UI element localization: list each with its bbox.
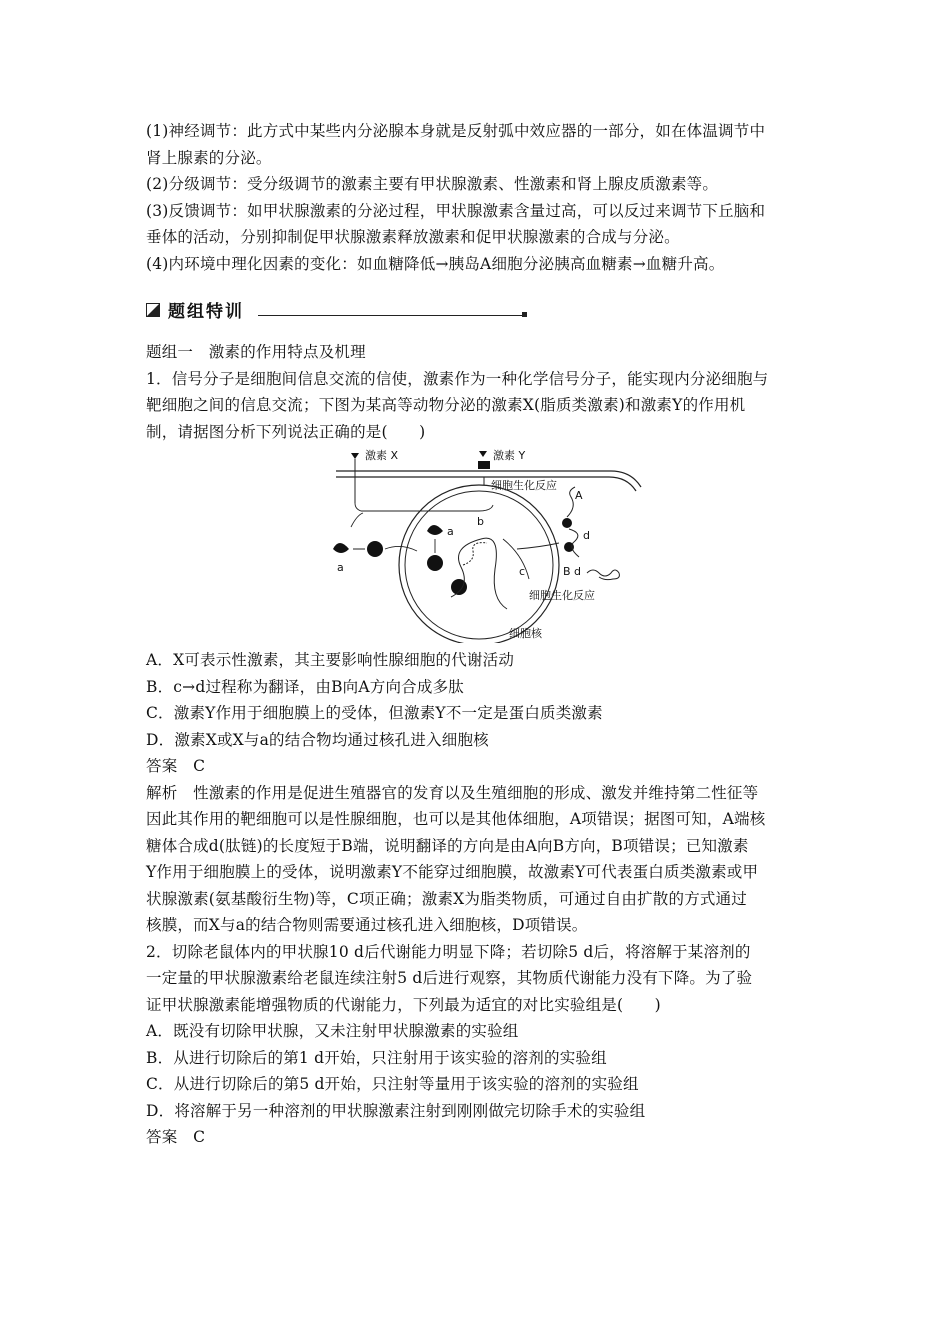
nuclear-complex-icon [427, 555, 443, 571]
peptide-a [567, 487, 575, 517]
mechanism-diagram [331, 447, 671, 643]
answer-option: A．既没有切除甲状腺，又未注射甲状腺激素的实验组 [146, 1022, 519, 1040]
section-title: 题组特训 [168, 302, 244, 322]
hormone-mechanism-figure [146, 447, 816, 643]
heading-rule-end [522, 312, 527, 317]
answer-option: C．激素Y作用于细胞膜上的受体，但激素Y不一定是蛋白质类激素 [146, 704, 603, 722]
intro-section [146, 118, 816, 277]
analysis-line: 核膜，而X与a的结合物则需要通过核孔进入细胞核，D项错误。 [146, 916, 588, 934]
label-a-1: a [337, 561, 344, 574]
answer-option: C．从进行切除后的第5 d开始，只注射等量用于该实验的溶剂的实验组 [146, 1075, 639, 1093]
intro-line: 垂体的活动，分别抑制促甲状腺激素释放激素和促甲状腺激素的合成与分泌。 [146, 228, 680, 246]
nucleus-label: 细胞核 [509, 627, 542, 640]
question-stem: 证甲状腺激素能增强物质的代谢能力，下列最为适宜的对比实验组是( ) [146, 995, 661, 1014]
intro-line: (4)内环境中理化因素的变化：如血糖降低→胰岛A细胞分泌胰高血糖素→血糖升高。 [146, 254, 725, 273]
reaction-top-label: 细胞生化反应 [491, 479, 557, 492]
analysis-line: 状腺激素(氨基酸衍生物)等，C项正确；激素X为脂类物质，可通过自由扩散的方式通过 [146, 889, 747, 908]
dna-strand [451, 538, 507, 609]
hormone-x-icon [351, 453, 359, 459]
label-Bd: B d [563, 565, 582, 578]
triangle-mark-icon [146, 303, 160, 317]
cell-membrane-inner [336, 477, 636, 491]
hormone-y-label: 激素 Y [493, 449, 526, 462]
complex-icon [367, 541, 383, 557]
to-receptor-arrow [351, 513, 363, 527]
question-stem: 靶细胞之间的信息交流；下图为某高等动物分泌的激素X(脂质类激素)和激素Y的作用机 [146, 396, 746, 414]
mrna-strand [463, 543, 487, 565]
answer-option: D．将溶解于另一种溶剂的甲状腺激素注射到刚刚做完切除手术的实验组 [146, 1101, 646, 1120]
answer-option: A．X可表示性激素，其主要影响性腺细胞的代谢活动 [146, 651, 515, 669]
section-heading [146, 295, 816, 325]
heading-rule [258, 315, 522, 316]
cell-membrane-outer [336, 471, 641, 487]
receptor-y-icon [478, 461, 490, 469]
label-d: d [583, 529, 590, 542]
receptor-a-nuclear-icon [427, 525, 443, 535]
to-ribosome-arrow [517, 543, 559, 549]
label-b: b [477, 515, 484, 528]
analysis-line: 糖体合成d(肽链)的长度短于B端，说明翻译的方向是由A向B方向，B项错误；已知激素 [146, 836, 749, 855]
label-A: A [575, 489, 583, 502]
ribosome-a-icon [562, 518, 572, 528]
question-2 [146, 939, 816, 1151]
intro-line: (2)分级调节：受分级调节的激素主要有甲状腺激素、性激素和肾上腺皮质激素等。 [146, 175, 719, 193]
nucleus-inner [405, 491, 553, 639]
intro-line: (3)反馈调节：如甲状腺激素的分泌过程，甲状腺激素含量过高，可以反过来调节下丘脑和 [146, 201, 766, 220]
answer-key: 答案 C [146, 757, 206, 775]
intro-line: (1)神经调节：此方式中某些内分泌腺本身就是反射弧中效应器的一部分，如在体温调节中 [146, 122, 766, 140]
hormone-x-label: 激素 X [365, 449, 399, 462]
mrna-export [503, 539, 529, 579]
label-c: c [519, 565, 526, 578]
answer-key: 答案 C [146, 1128, 206, 1146]
answer-option: B．c→d过程称为翻译，由B向A方向合成多肽 [146, 677, 464, 696]
folded-peptide [587, 570, 619, 580]
question-stem: 1．信号分子是细胞间信息交流的信使，激素作为一种化学信号分子，能实现内分泌细胞与 [146, 369, 769, 388]
question-stem: 制，请据图分析下列说法正确的是( ) [146, 422, 426, 441]
question-1 [146, 366, 816, 939]
answer-option: B．从进行切除后的第1 d开始，只注射用于该实验的溶剂的实验组 [146, 1048, 607, 1067]
question-stem: 2．切除老鼠体内的甲状腺10 d后代谢能力明显下降；若切除5 d后，将溶解于某溶剂的 [146, 942, 751, 961]
receptor-a-icon [333, 543, 349, 553]
group-title: 题组一 激素的作用特点及机理 [146, 343, 366, 361]
analysis-line: 因此其作用的靶细胞可以是性腺细胞，也可以是其他体细胞，A项错误；据图可知，A端核 [146, 810, 766, 828]
intro-line: 肾上腺素的分泌。 [146, 148, 272, 167]
question-stem: 一定量的甲状腺激素给老鼠连续注射5 d后进行观察，其物质代谢能力没有下降。为了验 [146, 969, 753, 987]
answer-option: D．激素X或X与a的结合物均通过核孔进入细胞核 [146, 730, 489, 749]
analysis-line: 解析 性激素的作用是促进生殖器官的发育以及生殖细胞的形成、激发并维持第二性征等 [146, 783, 759, 802]
document-page [146, 118, 816, 1151]
label-a-2: a [447, 525, 454, 538]
analysis-line: Y作用于细胞膜上的受体，说明激素Y不能穿过细胞膜，故激素Y可代表蛋白质类激素或甲 [146, 863, 759, 881]
nucleus-outer [399, 485, 559, 643]
reaction-bottom-label: 细胞生化反应 [529, 589, 595, 602]
hormone-y-icon [479, 451, 487, 457]
